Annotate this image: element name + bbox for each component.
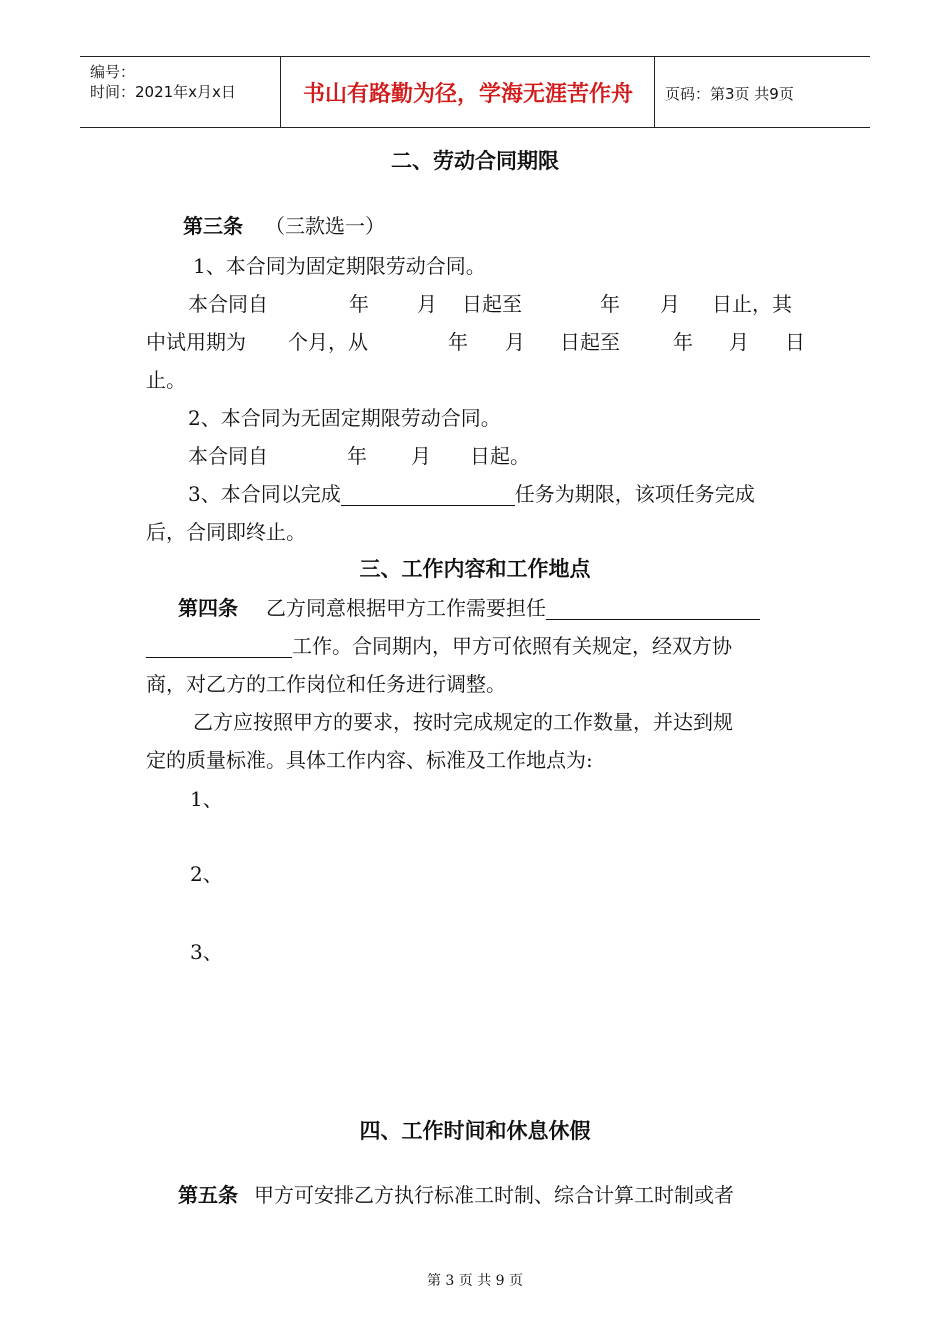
article-4-line-3: 商，对乙方的工作岗位和任务进行调整。 xyxy=(146,672,506,696)
clause-3-line-1 xyxy=(188,482,755,506)
work-item-2: 2、 xyxy=(190,862,223,886)
document-time-label: 时间：2021年x月x日 xyxy=(90,83,236,101)
article-4-line-2-text: 工作。合同期内，甲方可依照有关规定，经双方协 xyxy=(292,634,732,658)
section-2-title: 二、劳动合同期限 xyxy=(391,149,559,173)
article-5-line-1 xyxy=(178,1183,734,1207)
article-4-line-2 xyxy=(146,634,732,658)
article-5-label: 第五条 xyxy=(178,1183,238,1207)
article-4-p2-line-2: 定的质量标准。具体工作内容、标准及工作地点为: xyxy=(146,748,593,772)
clause-1-l1-w3: 日起至 xyxy=(462,292,522,316)
clause-2-l1-w1: 年 xyxy=(347,444,367,468)
header-page-label: 页码：第3页 共9页 xyxy=(665,85,794,103)
clause-1-l1-w0: 本合同自 xyxy=(188,292,268,316)
clause-1-heading: 1、本合同为固定期限劳动合同。 xyxy=(193,254,486,278)
article-3-note: （三款选一） xyxy=(265,214,385,238)
clause-1-l2-w0: 中试用期为 xyxy=(146,330,246,354)
clause-1-l1-w1: 年 xyxy=(349,292,369,316)
article-4-position-blank-cont xyxy=(146,637,292,658)
header-motto-cell xyxy=(281,57,655,127)
page-footer: 第 3 页 共 9 页 xyxy=(426,1273,524,1289)
clause-3-task-blank xyxy=(341,485,515,506)
article-3-label: 第三条 xyxy=(183,214,243,238)
article-4-position-blank xyxy=(546,599,760,620)
clause-1-l2-w7: 日 xyxy=(785,330,805,354)
document-header xyxy=(80,56,870,128)
article-4-text: 乙方同意根据甲方工作需要担任 xyxy=(266,596,546,620)
clause-2-l1-w0: 本合同自 xyxy=(188,444,268,468)
article-4-label: 第四条 xyxy=(178,596,238,620)
article-5-text: 甲方可安排乙方执行标准工时制、综合计算工时制或者 xyxy=(254,1183,734,1207)
clause-1-l2-w1: 个月，从 xyxy=(288,330,368,354)
clause-1-l2-w5: 年 xyxy=(673,330,693,354)
clause-1-l1-w6: 日止，其 xyxy=(712,292,792,316)
document-number-label: 编号： xyxy=(90,63,136,81)
work-item-1: 1、 xyxy=(190,787,223,811)
section-4-title: 四、工作时间和休息休假 xyxy=(359,1119,591,1143)
article-3-line xyxy=(183,214,385,238)
header-motto: 书山有路勤为径，学海无涯苦作舟 xyxy=(302,82,633,107)
clause-2-heading: 2、本合同为无固定期限劳动合同。 xyxy=(188,406,501,430)
section-3-title: 三、工作内容和工作地点 xyxy=(359,557,591,581)
clause-3-line-2: 后，合同即终止。 xyxy=(146,520,306,544)
clause-1-l2-w4: 日起至 xyxy=(560,330,620,354)
clause-1-l1-w4: 年 xyxy=(600,292,620,316)
clause-1-l2-w2: 年 xyxy=(448,330,468,354)
clause-2-l1-w2: 月 xyxy=(411,444,431,468)
header-meta-cell xyxy=(80,57,281,127)
clause-1-l1-w5: 月 xyxy=(660,292,680,316)
clause-1-l2-w6: 月 xyxy=(729,330,749,354)
clause-1-l1-w2: 月 xyxy=(417,292,437,316)
clause-1-l2-w3: 月 xyxy=(505,330,525,354)
clause-3-suffix: 任务为期限，该项任务完成 xyxy=(514,482,755,506)
article-4-line-1 xyxy=(178,596,760,620)
work-item-3: 3、 xyxy=(190,940,223,964)
header-page-cell xyxy=(655,57,870,127)
clause-2-l1-w3: 日起。 xyxy=(470,444,530,468)
clause-1-line-3: 止。 xyxy=(146,368,186,392)
article-4-p2-line-1: 乙方应按照甲方的要求，按时完成规定的工作数量，并达到规 xyxy=(193,710,733,734)
clause-3-prefix: 3、本合同以完成 xyxy=(188,482,341,506)
